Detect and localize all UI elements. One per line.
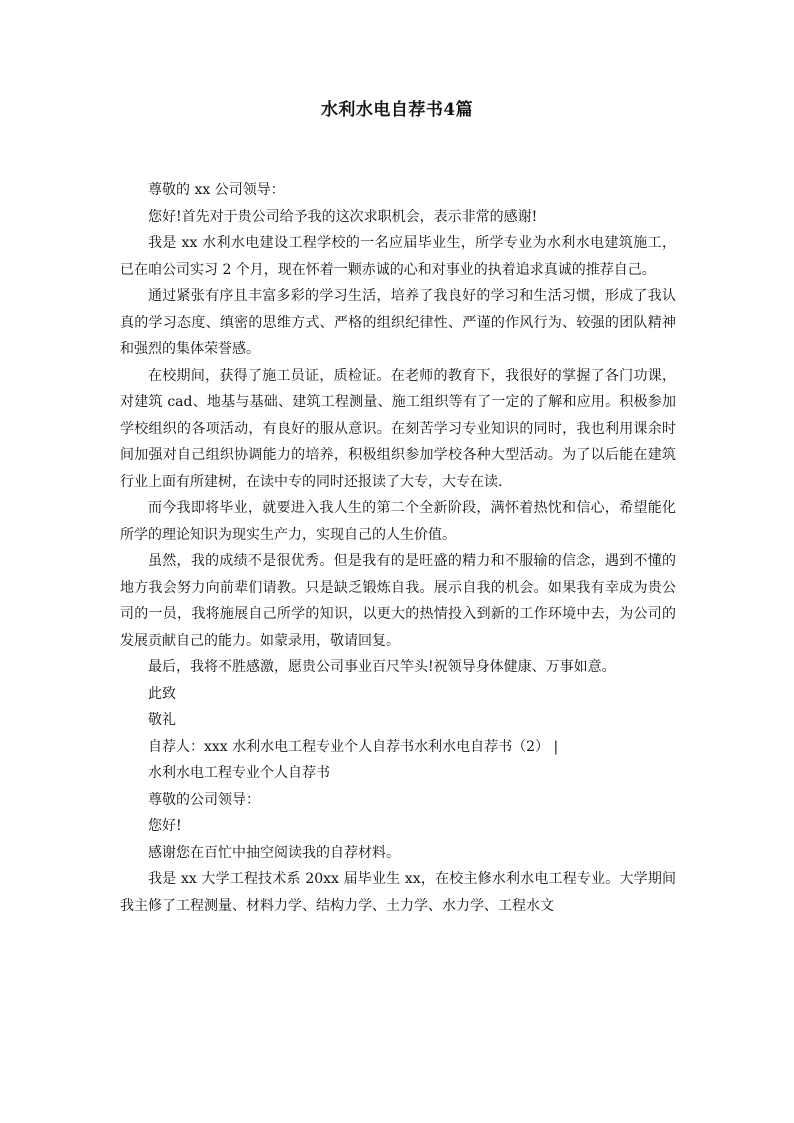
greeting: 您好! <box>148 818 182 834</box>
signature-line: 自荐人：xxx 水利水电工程专业个人自荐书水利水电自荐书（2） | <box>148 738 559 755</box>
document-body <box>120 177 676 919</box>
body-paragraph: 在校期间，获得了施工员证，质检证。在老师的教育下，我很好的掌握了各门功课，对建筑 cad、地基与基础、建筑工程测量、施工组织等有了一定的了解和应用。积极参加学校组织的各项活动，有良好的服从意识。在刻苦学习专业知识的同时，我也利用课余时间加强对自己组织协调能力的培养，积极组织参加学校各种大型活动。为了以后能在建筑行业上面有所建树，在读中专的同时还报读了大专，大专在读. <box>120 367 676 490</box>
body-paragraph: 而今我即将毕业，就要进入我人生的第二个全新阶段，满怀着热忱和信心，希望能化所学的理论知识为现实生产力，实现自己的人生价值。 <box>120 500 676 543</box>
greeting: 您好!首先对于贵公司给予我的这次求职机会，表示非常的感谢! <box>148 208 538 225</box>
body-paragraph: 我是 xx 大学工程技术系 20xx 届毕业生 xx，在校主修水利水电工程专业。大学期间我主修了工程测量、材料力学、结构力学、土力学、水力学、工程水文 <box>120 871 676 914</box>
salutation: 尊敬的 xx 公司领导： <box>148 182 285 198</box>
body-paragraph: 通过紧张有序且丰富多彩的学习生活，培养了我良好的学习和生活习惯，形成了我认真的学习态度、缜密的思维方式、严格的组织纪律性、严谨的作风行为、较强的团队精神和强烈的集体荣誉感。 <box>120 288 676 357</box>
body-paragraph: 感谢您在百忙中抽空阅读我的自荐材料。 <box>148 844 400 861</box>
body-paragraph: 虽然，我的成绩不是很优秀。但是我有的是旺盛的精力和不服输的信念，遇到不懂的地方我会努力向前辈们请教。只是缺乏锻炼自我。展示自我的机会。如果我有幸成为贵公司的一员，我将施展自己所学的知识，以更大的热情投入到新的工作环境中去，为公司的发展贡献自己的能力。如蒙录用，敬请回复。 <box>120 553 676 649</box>
closing-line: 此致 <box>148 685 176 702</box>
salutation: 尊敬的公司领导： <box>148 791 260 808</box>
body-paragraph: 最后，我将不胜感激，愿贵公司事业百尺竿头!祝领导身体健康、万事如意。 <box>148 659 616 675</box>
document-title: 水利水电自荐书4篇 <box>320 100 474 120</box>
body-paragraph: 我是 xx 水利水电建设工程学校的一名应届毕业生，所学专业为水利水电建筑施工，已在咱公司实习 2 个月，现在怀着一颗赤诚的心和对事业的执着追求真诚的推荐自己。 <box>120 235 676 278</box>
closing-line: 敬礼 <box>148 712 176 728</box>
section-heading: 水利水电工程专业个人自荐书 <box>148 765 330 781</box>
